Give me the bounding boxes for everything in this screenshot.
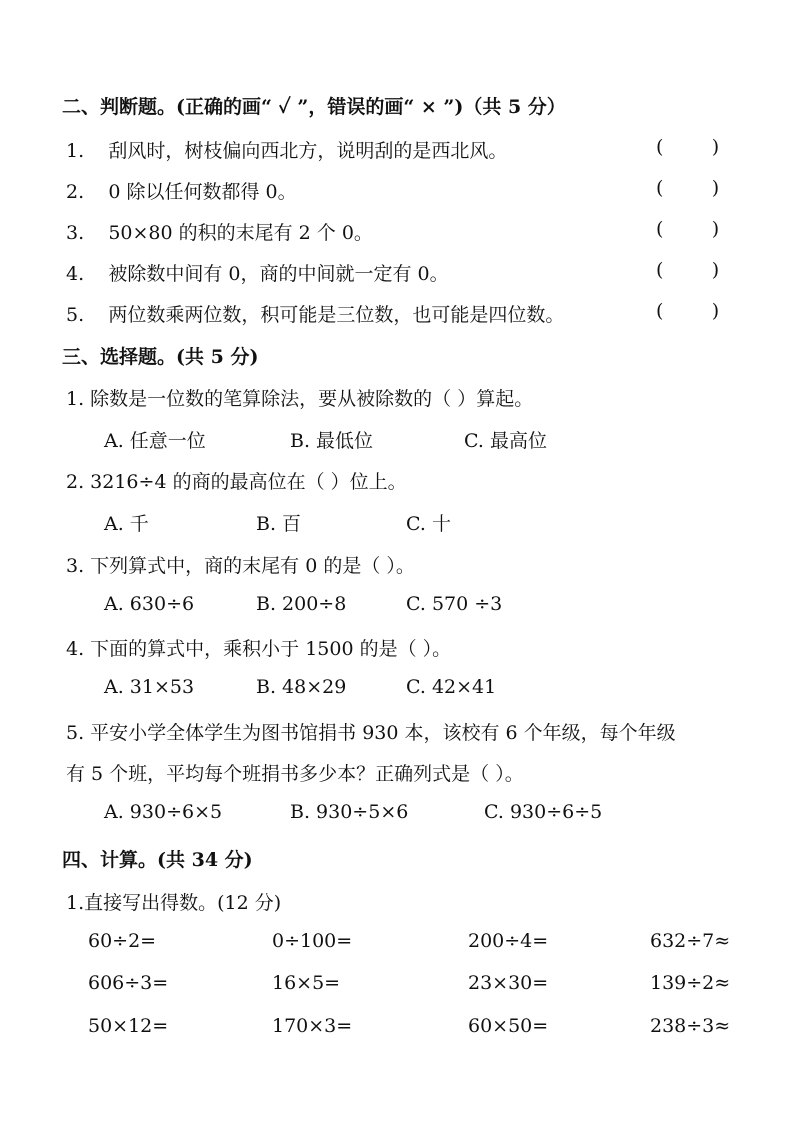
choice-q5-option-b[interactable]: B. 930÷5×6 <box>290 801 409 823</box>
judge-item-2-answer[interactable]: ( ) <box>656 177 720 199</box>
choice-q2-option-a[interactable]: A. 千 <box>104 513 149 535</box>
judge-item-2 <box>66 177 297 204</box>
choice-q5-option-c[interactable]: C. 930÷6÷5 <box>484 801 603 823</box>
choice-q1-option-c[interactable]: C. 最高位 <box>464 430 547 452</box>
judge-item-5-answer[interactable]: ( ) <box>656 300 720 322</box>
choice-q5-line2: 有 5 个班，平均每个班捐书多少本？正确列式是（ ）。 <box>66 763 524 785</box>
choice-q5-option-a[interactable]: A. 930÷6×5 <box>104 801 223 823</box>
choice-q3-option-b[interactable]: B. 200÷8 <box>256 593 347 615</box>
calc-r2-c3: 23×30= <box>468 972 549 994</box>
choice-q1-option-b[interactable]: B. 最低位 <box>290 430 374 452</box>
choice-q4: 4. 下面的算式中，乘积小于 1500 的是（ ）。 <box>66 638 452 660</box>
calc-r3-c4: 238÷3≈ <box>650 1015 731 1037</box>
calc-r2-c2: 16×5= <box>272 972 341 994</box>
judge-item-5-num: 5. <box>66 304 85 326</box>
judge-item-5-text: 两位数乘两位数，积可能是三位数，也可能是四位数。 <box>108 304 565 326</box>
judge-item-3 <box>66 218 373 245</box>
judge-item-4-text: 被除数中间有 0，商的中间就一定有 0。 <box>108 263 449 285</box>
choice-q1-option-a[interactable]: A. 任意一位 <box>104 430 206 452</box>
calc-r2-c1: 606÷3= <box>88 972 169 994</box>
section-3-title: 三、选择题。(共 5 分) <box>62 346 259 368</box>
judge-item-3-num: 3. <box>66 222 85 244</box>
calc-r3-c1: 50×12= <box>88 1015 169 1037</box>
judge-item-4-num: 4. <box>66 263 85 285</box>
judge-item-1-num: 1. <box>66 140 85 162</box>
calc-r1-c4: 632÷7≈ <box>650 930 731 952</box>
judge-item-5 <box>66 300 564 327</box>
judge-item-1-answer[interactable]: ( ) <box>656 136 720 158</box>
choice-q3: 3. 下列算式中，商的末尾有 0 的是（ ）。 <box>66 555 415 577</box>
choice-q2-option-b[interactable]: B. 百 <box>256 513 302 535</box>
calc-r2-c4: 139÷2≈ <box>650 972 731 994</box>
judge-item-2-text: 0 除以任何数都得 0。 <box>108 181 297 203</box>
choice-q4-option-b[interactable]: B. 48×29 <box>256 676 347 698</box>
judge-item-4-answer[interactable]: ( ) <box>656 259 720 281</box>
judge-item-1-text: 刮风时，树枝偏向西北方，说明刮的是西北风。 <box>108 140 508 162</box>
choice-q4-option-a[interactable]: A. 31×53 <box>104 676 195 698</box>
choice-q3-option-c[interactable]: C. 570 ÷3 <box>406 593 503 615</box>
choice-q3-option-a[interactable]: A. 630÷6 <box>104 593 195 615</box>
choice-q5-line1: 5. 平安小学全体学生为图书馆捐书 930 本，该校有 6 个年级，每个年级 <box>66 722 676 744</box>
section-2-title: 二、判断题。(正确的画“ ✓ ”，错误的画“ × ”)（共 5 分） <box>62 96 566 118</box>
calc-r1-c1: 60÷2= <box>88 930 157 952</box>
judge-item-2-num: 2. <box>66 181 85 203</box>
choice-q2-option-c[interactable]: C. 十 <box>406 513 451 535</box>
section-4-title: 四、计算。(共 34 分) <box>62 849 253 871</box>
choice-q1: 1. 除数是一位数的笔算除法，要从被除数的（ ）算起。 <box>66 388 534 410</box>
calc-r3-c2: 170×3= <box>272 1015 353 1037</box>
calc-r1-c2: 0÷100= <box>272 930 353 952</box>
calc-r3-c3: 60×50= <box>468 1015 549 1037</box>
judge-item-3-text: 50×80 的积的末尾有 2 个 0。 <box>108 222 373 244</box>
judge-item-4 <box>66 259 449 286</box>
judge-item-3-answer[interactable]: ( ) <box>656 218 720 240</box>
choice-q2: 2. 3216÷4 的商的最高位在（ ）位上。 <box>66 471 407 493</box>
calc-r1-c3: 200÷4= <box>468 930 549 952</box>
choice-q4-option-c[interactable]: C. 42×41 <box>406 676 497 698</box>
judge-item-1 <box>66 136 507 163</box>
calc-subheading: 1.直接写出得数。(12 分) <box>66 892 282 914</box>
